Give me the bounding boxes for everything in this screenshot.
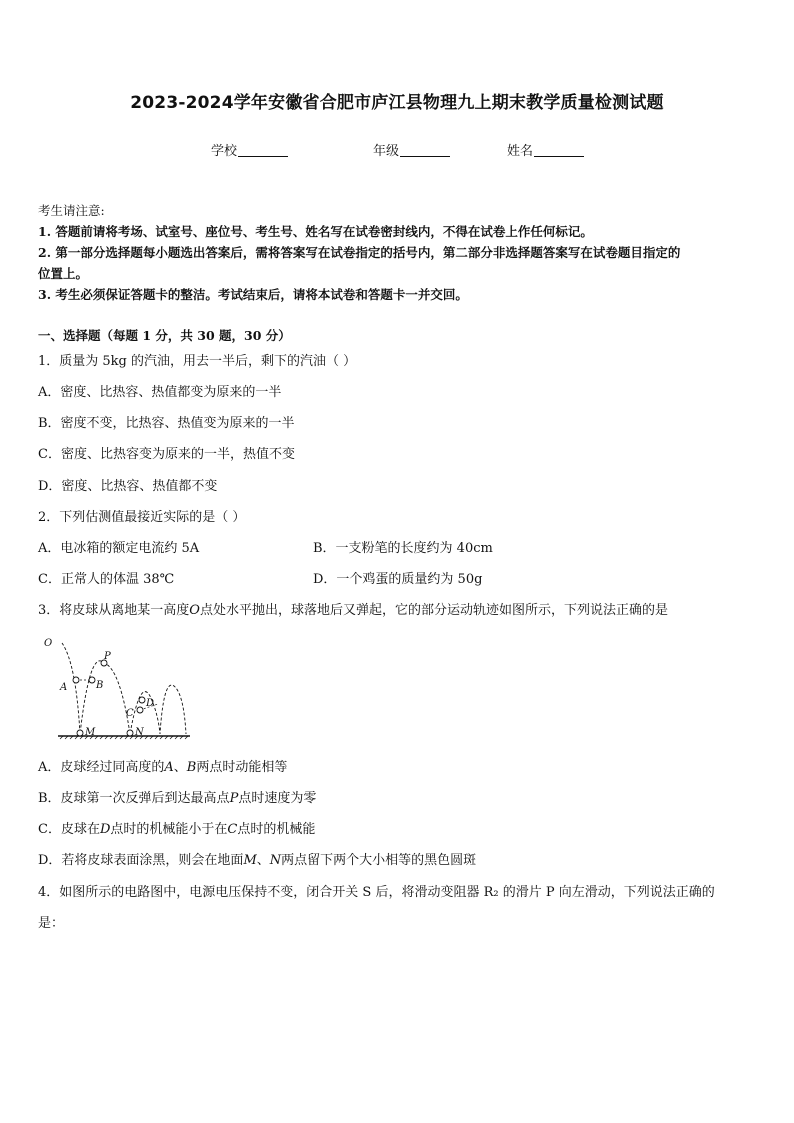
school-label: 学校: [211, 144, 238, 159]
name-label: 姓名: [507, 144, 534, 159]
section-heading: 一、选择题（每题 1 分，共 30 题，30 分）: [38, 328, 291, 343]
school-field[interactable]: [211, 140, 288, 159]
q3-option-d[interactable]: D．若将皮球表面涂黑，则会在地面M、N两点留下两个大小相等的黑色圆斑: [38, 853, 477, 868]
label-p: P: [104, 651, 111, 662]
point-b: [89, 677, 95, 683]
page-title: 2023-2024学年安徽省合肥市庐江县物理九上期末教学质量检测试题: [130, 93, 664, 113]
q3-option-a[interactable]: A．皮球经过同高度的A、B两点时动能相等: [38, 760, 288, 775]
notice-item-2-cont: 位置上。: [38, 266, 89, 281]
q3-stem: 3．将皮球从离地某一高度O点处水平抛出，球落地后又弹起，它的部分运动轨迹如图所示，下列说法正确的是: [38, 603, 668, 618]
point-n: [127, 730, 133, 736]
ball-trajectory-figure: [38, 628, 198, 740]
point-c: [137, 707, 143, 713]
q1-stem: 1．质量为 5kg 的汽油，用去一半后，剩下的汽油（ ）: [38, 354, 357, 369]
q4-stem-line2: 是：: [38, 916, 65, 931]
point-d: [139, 697, 145, 703]
q2-option-d[interactable]: D．一个鸡蛋的质量约为 50g: [313, 572, 483, 587]
q1-option-c[interactable]: C．密度、比热容变为原来的一半，热值不变: [38, 447, 295, 462]
notice-item-1: 1. 答题前请将考场、试室号、座位号、考生号、姓名写在试卷密封线内，不得在试卷上作任何标记。: [38, 224, 593, 239]
q2-option-b[interactable]: B．一支粉笔的长度约为 40cm: [313, 541, 493, 556]
q1-option-a[interactable]: A．密度、比热容、热值都变为原来的一半: [38, 385, 282, 400]
trajectory-path: [62, 643, 186, 734]
name-blank: [534, 142, 584, 157]
point-a: [73, 677, 79, 683]
q2-option-a[interactable]: A．电冰箱的额定电流约 5A: [38, 541, 200, 556]
label-b: B: [96, 680, 104, 691]
label-a: A: [60, 682, 68, 693]
grade-blank: [400, 142, 450, 157]
q2-option-c[interactable]: C．正常人的体温 38℃: [38, 572, 175, 587]
label-o: O: [44, 638, 53, 649]
school-blank: [238, 142, 288, 157]
notice-heading: 考生请注意:: [38, 203, 105, 218]
q4-stem-line1: 4．如图所示的电路图中，电源电压保持不变，闭合开关 S 后，将滑动变阻器 R₂ 的滑片 P 向左滑动，下列说法正确的: [38, 885, 715, 900]
label-c: C: [126, 708, 134, 719]
q2-stem: 2．下列估测值最接近实际的是（ ）: [38, 510, 246, 525]
grade-field[interactable]: [373, 140, 450, 159]
label-n: N: [135, 727, 144, 738]
student-info-row: [0, 140, 794, 160]
grade-label: 年级: [373, 144, 400, 159]
q3-option-c[interactable]: C．皮球在D点时的机械能小于在C点时的机械能: [38, 822, 316, 837]
ground: [58, 736, 190, 739]
label-d: D: [146, 698, 155, 709]
q1-option-d[interactable]: D．密度、比热容、热值都不变: [38, 479, 218, 494]
q3-option-b[interactable]: B．皮球第一次反弹后到达最高点P点时速度为零: [38, 791, 317, 806]
q1-option-b[interactable]: B．密度不变，比热容、热值变为原来的一半: [38, 416, 295, 431]
notice-item-3: 3. 考生必须保证答题卡的整洁。考试结束后，请将本试卷和答题卡一并交回。: [38, 287, 468, 302]
notice-item-2: 2. 第一部分选择题每小题选出答案后，需将答案写在试卷指定的括号内，第二部分非选择题答案写在试卷题目指定的: [38, 245, 681, 260]
label-m: M: [85, 727, 96, 738]
name-field[interactable]: [507, 140, 584, 159]
point-m: [77, 730, 83, 736]
